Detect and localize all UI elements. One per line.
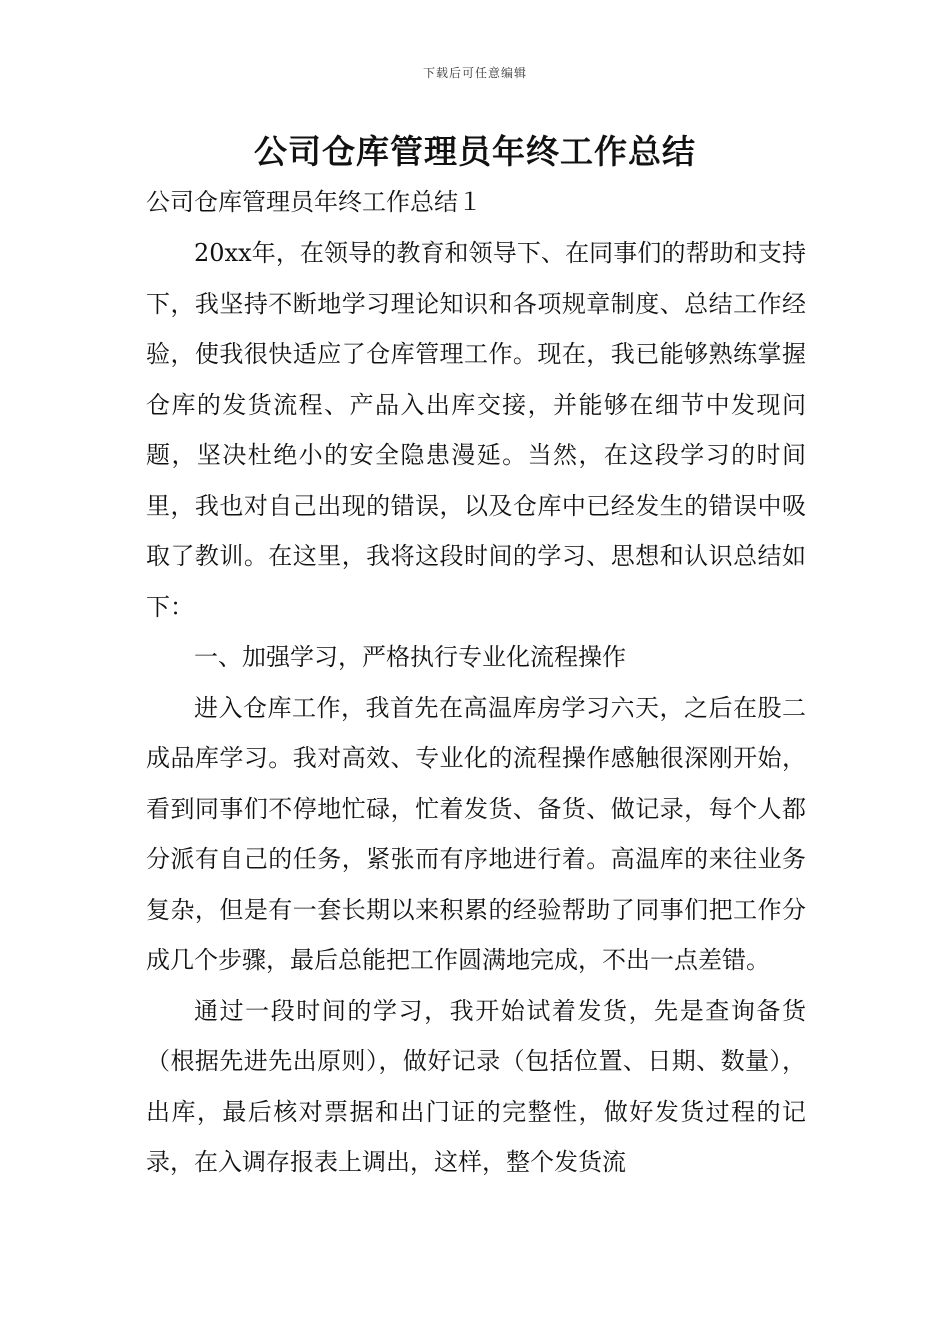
body-text xyxy=(146,228,806,1188)
document-title: 公司仓库管理员年终工作总结 xyxy=(254,132,696,171)
paragraph-intro: 20xx年，在领导的教育和领导下、在同事们的帮助和支持下，我坚持不断地学习理论知识和各项规章制度、总结工作经验，使我很快适应了仓库管理工作。现在，我已能够熟练掌握仓库的发货流程、产品入出库交接，并能够在细节中发现问题，坚决杜绝小的安全隐患漫延。当然，在这段学习的时间里，我也对自己出现的错误，以及仓库中已经发生的错误中吸取了教训。在这里，我将这段时间的学习、思想和认识总结如下： xyxy=(146,239,806,621)
header-note: 下载后可任意编辑 xyxy=(422,66,527,80)
section-subtitle: 公司仓库管理员年终工作总结１ xyxy=(146,188,482,216)
section-heading-1: 一、加强学习，严格执行专业化流程操作 xyxy=(194,643,626,671)
paragraph-shipping: 通过一段时间的学习，我开始试着发货，先是查询备货（根据先进先出原则），做好记录（包括位置、日期、数量），出库，最后核对票据和出门证的完整性，做好发货过程的记录，在入调存报表上调出，这样，整个发货流 xyxy=(146,996,806,1176)
paragraph-learning: 进入仓库工作，我首先在高温库房学习六天，之后在股二成品库学习。我对高效、专业化的流程操作感触很深刚开始，看到同事们不停地忙碌，忙着发货、备货、做记录，每个人都分派有自己的任务，紧张而有序地进行着。高温库的来往业务复杂，但是有一套长期以来积累的经验帮助了同事们把工作分成几个步骤，最后总能把工作圆满地完成，不出一点差错。 xyxy=(146,693,806,974)
